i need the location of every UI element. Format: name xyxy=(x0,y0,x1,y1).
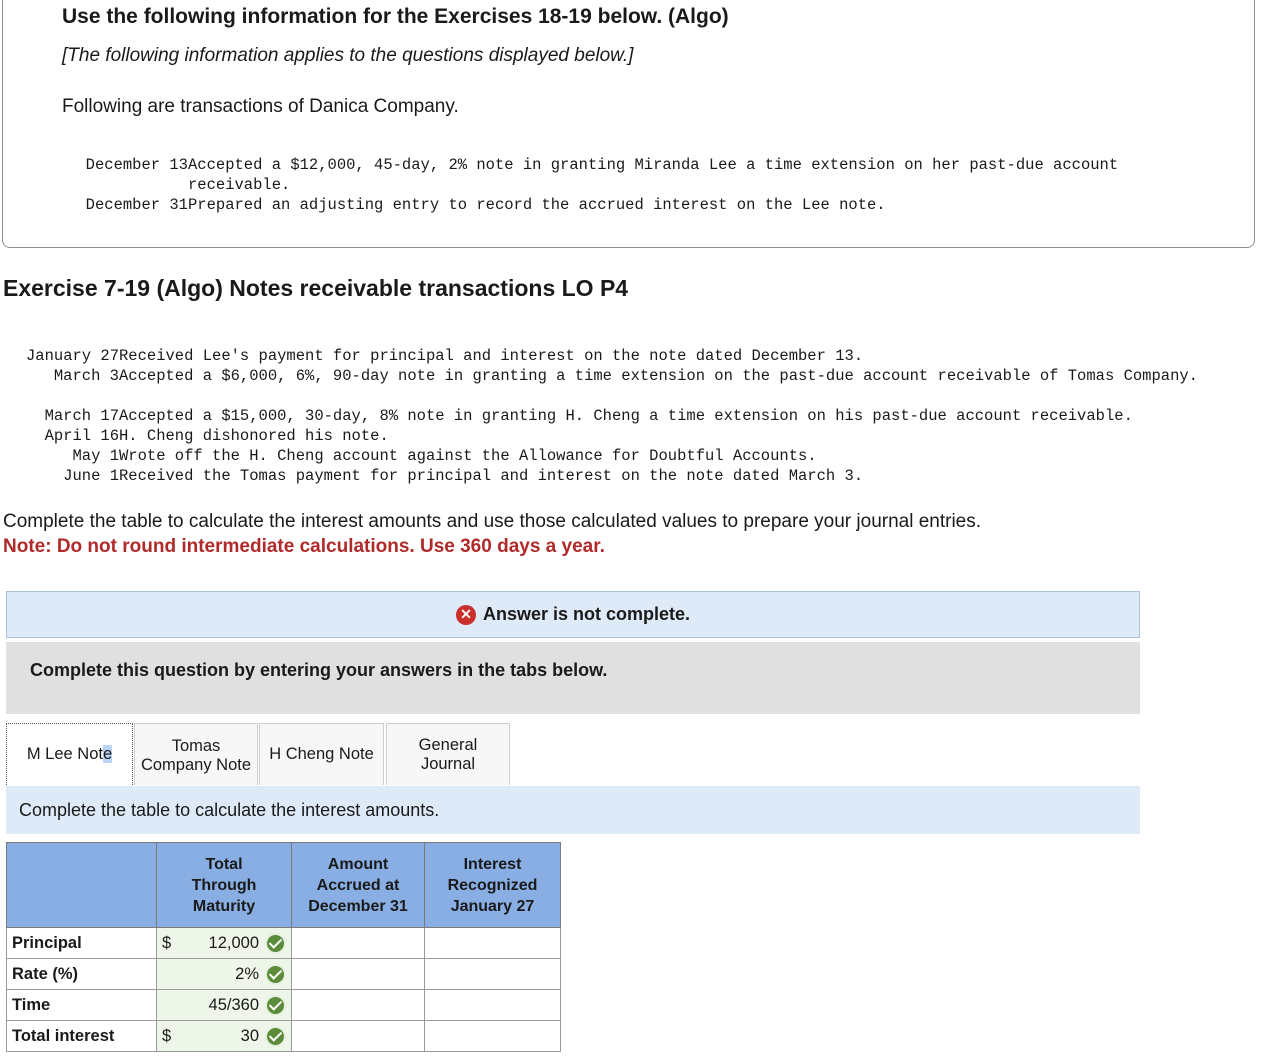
exercise-transaction: April 16 H. Cheng dishonored his note. xyxy=(44,427,389,445)
rate-accrued-input[interactable] xyxy=(292,959,425,990)
correct-check-icon xyxy=(265,964,286,985)
error-x-icon: ✕ xyxy=(456,605,476,625)
exercise-transaction: March 3 Accepted a $6,000, 6%, 90-day note in granting a time extension on the past-due account receivable of Tomas Company. xyxy=(53,367,1198,385)
correct-check-icon xyxy=(265,933,286,954)
info-subtitle: [The following information applies to the questions displayed below.] xyxy=(62,45,634,66)
exercise-transaction: March 17 Accepted a $15,000, 30-day, 8% note in granting H. Cheng a time extension on his past-due account receivable. xyxy=(44,407,1133,425)
header-interest-recognized: Interest Recognized January 27 xyxy=(425,843,561,928)
tab-label: Tomas Company Note xyxy=(140,736,252,774)
header-blank xyxy=(7,843,157,928)
table-row xyxy=(7,1021,561,1052)
principal-recognized-input[interactable] xyxy=(425,928,561,959)
tab-instruction-bar xyxy=(6,786,1140,834)
tab-instruction: Complete the table to calculate the interest amounts. xyxy=(19,800,440,820)
tab-general-journal[interactable] xyxy=(386,723,510,785)
time-recognized-input[interactable] xyxy=(425,990,561,1021)
row-label: Rate (%) xyxy=(7,959,157,990)
time-total-input[interactable]: 45/360 xyxy=(157,990,292,1021)
answer-status: Answer is not complete. xyxy=(482,604,691,624)
tab-m-lee-note[interactable] xyxy=(6,723,133,785)
interest-table xyxy=(6,842,561,1052)
tab-label: H Cheng Note xyxy=(269,745,374,763)
row-label: Time xyxy=(7,990,157,1021)
total-interest-recognized-input[interactable] xyxy=(425,1021,561,1052)
time-accrued-input[interactable] xyxy=(292,990,425,1021)
instruction-text: Complete the table to calculate the interest amounts and use those calculated values to prepare your journal entries. xyxy=(3,511,982,532)
rate-total-input[interactable]: 2% xyxy=(157,959,292,990)
note-text: Note: Do not round intermediate calculations. Use 360 days a year. xyxy=(3,536,605,557)
table-row xyxy=(7,928,561,959)
tab-label: General Journal xyxy=(418,735,478,773)
table-row xyxy=(7,990,561,1021)
complete-prompt-bar xyxy=(6,642,1140,714)
info-box xyxy=(2,0,1255,248)
exercise-transaction: January 27 Received Lee's payment for principal and interest on the note dated December 13. xyxy=(25,347,864,365)
exercise-transaction: June 1 Received the Tomas payment for principal and interest on the note dated March 3. xyxy=(63,467,864,485)
info-lead: Following are transactions of Danica Company. xyxy=(62,96,459,117)
complete-prompt: Complete this question by entering your answers in the tabs below. xyxy=(30,660,608,680)
answer-status-bar xyxy=(6,591,1140,638)
header-total-through-maturity: Total Through Maturity xyxy=(157,843,292,928)
tab-label: M Lee Note xyxy=(26,745,113,763)
exercise-title: Exercise 7-19 (Algo) Notes receivable transactions LO P4 xyxy=(3,275,629,301)
info-title: Use the following information for the Exercises 18-19 below. (Algo) xyxy=(62,5,729,28)
correct-check-icon xyxy=(265,995,286,1016)
info-transaction: December 31 Prepared an adjusting entry to record the accrued interest on the Lee note. xyxy=(85,196,886,214)
principal-accrued-input[interactable] xyxy=(292,928,425,959)
total-interest-input[interactable]: $ 30 xyxy=(157,1021,292,1052)
tab-h-cheng-note[interactable] xyxy=(259,723,384,785)
info-transaction: December 13 Accepted a $12,000, 45-day, 2% note in granting Miranda Lee a time extension on her past-due account receivable. xyxy=(85,156,1128,194)
header-amount-accrued: Amount Accrued at December 31 xyxy=(292,843,425,928)
row-label: Total interest xyxy=(7,1021,157,1052)
exercise-transaction: May 1 Wrote off the H. Cheng account against the Allowance for Doubtful Accounts. xyxy=(72,447,817,465)
correct-check-icon xyxy=(265,1026,286,1047)
rate-recognized-input[interactable] xyxy=(425,959,561,990)
principal-total-input[interactable]: $ 12,000 xyxy=(157,928,292,959)
tab-tomas-company-note[interactable] xyxy=(134,723,258,785)
total-interest-accrued-input[interactable] xyxy=(292,1021,425,1052)
row-label: Principal xyxy=(7,928,157,959)
table-row xyxy=(7,959,561,990)
